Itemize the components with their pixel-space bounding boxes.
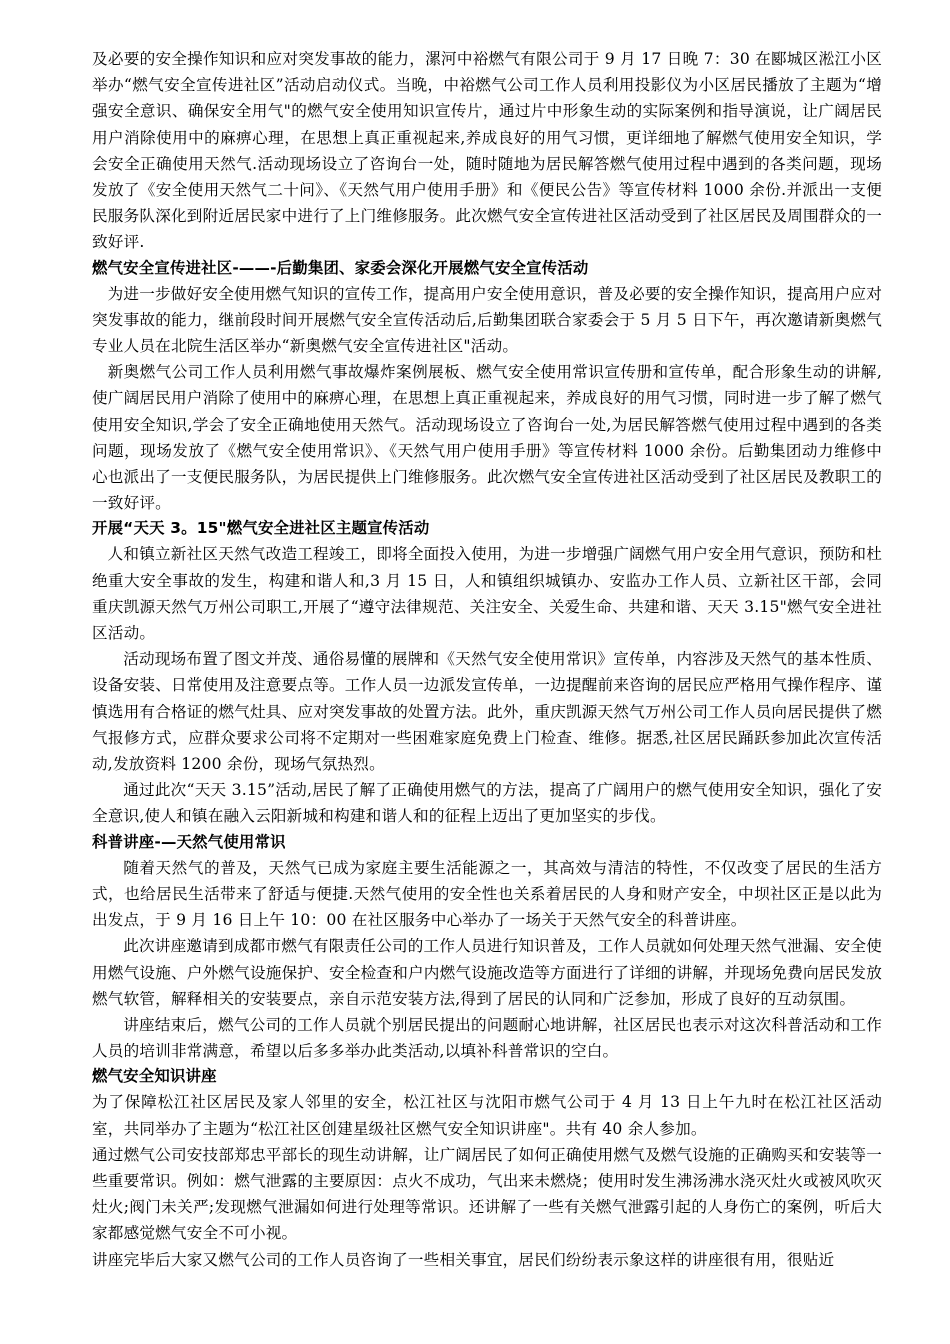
paragraph: 人和镇立新社区天然气改造工程竣工，即将全面投入使用，为进一步增强广阔燃气用户安全用气意识，预防和杜绝重大安全事故的发生，构建和谐人和,3 月 15 日，人和镇组织城镇办、安监办工作人员、立新社区干部，会同重庆凯源天然气万州公司职工,开展了“遵守法律规范、关注安全、关爱生命、共建和谐、天天 3.15"燃气安全进社区活动。 bbox=[92, 545, 882, 643]
paragraph: 通过此次“天天 3.15”活动,居民了解了正确使用燃气的方法，提高了广阔用户的燃气使用安全知识，强化了安全意识,使人和镇在融入云阳新城和构建和谐人和的征程上迈出了更加坚实的步伐。 bbox=[92, 781, 882, 826]
section-heading: 燃气安全知识讲座 bbox=[92, 1067, 217, 1086]
section-heading: 开展“天天 3。15"燃气安全进社区主题宣传活动 bbox=[92, 519, 430, 538]
paragraph: 讲座完毕后大家又燃气公司的工作人员咨询了一些相关事宜，居民们纷纷表示象这样的讲座很有用，很贴近 bbox=[92, 1250, 835, 1269]
paragraph: 随着天然气的普及，天然气已成为家庭主要生活能源之一，其高效与清洁的特性，不仅改变了居民的生活方式，也给居民生活带来了舒适与便捷.天然气使用的安全性也关系着居民的人身和财产安全，中坝社区正是以此为出发点，于 9 月 16 日上午 10：00 在社区服务中心举办了一场关于天然气安全的科普讲座。 bbox=[92, 858, 882, 930]
section-heading: 燃气安全宣传进社区-——-后勤集团、家委会深化开展燃气安全宣传活动 bbox=[92, 258, 589, 277]
paragraph: 为了保障松江社区居民及家人邻里的安全，松江社区与沈阳市燃气公司于 4 月 13 日上午九时在松江社区活动室，共同举办了主题为“松江社区创建星级社区燃气安全知识讲座"。共有 40 余人参加。 bbox=[92, 1093, 882, 1138]
paragraph: 新奥燃气公司工作人员利用燃气事故爆炸案例展板、燃气安全使用常识宣传册和宣传单，配合形象生动的讲解,使广阔居民用户消除了使用中的麻痹心理，在思想上真正重视起来，养成良好的用气习惯，同时进一步了解了燃气使用安全知识,学会了安全正确地使用天然气。活动现场设立了咨询台一处,为居民解答燃气使用过程中遇到的各类问题，现场发放了《燃气安全使用常识》、《天然气用户使用手册》等宣传材料 1000 余份。后勤集团动力维修中心也派出了一支便民服务队，为居民提供上门维修服务。此次燃气安全宣传进社区活动受到了社区居民及教职工的一致好评。 bbox=[92, 363, 882, 513]
paragraph: 讲座结束后，燃气公司的工作人员就个别居民提出的问题耐心地讲解，社区居民也表示对这次科普活动和工作人员的培训非常满意，希望以后多多举办此类活动,以填补科普常识的空白。 bbox=[92, 1015, 882, 1061]
section-heading: 科普讲座-—天然气使用常识 bbox=[92, 832, 286, 851]
paragraph: 及必要的安全操作知识和应对突发事故的能力，漯河中裕燃气有限公司于 9 月 17 日晚 7：30 在郾城区淞江小区举办“燃气安全宣传进社区”活动启动仪式。当晚，中裕燃气公司工作人员利用投影仪为小区居民播放了主题为“增强安全意识、确保安全用气"的燃气安全使用知识宣传片，通过片中形象生动的实际案例和指导演说，让广阔居民用户消除使用中的麻痹心理，在思想上真正重视起来,养成良好的用气习惯，更详细地了解燃气使用安全知识，学会安全正确使用天然气.活动现场设立了咨询台一处，随时随地为居民解答燃气使用过程中遇到的各类问题，现场发放了《安全使用天然气二十问》、《天然气用户使用手册》和《便民公告》等宣传材料 1000 余份.并派出一支便民服务队深化到附近居民家中进行了上门维修服务。此次燃气安全宣传进社区活动受到了社区居民及周围群众的一致好评. bbox=[92, 50, 882, 252]
paragraph: 此次讲座邀请到成都市燃气有限责任公司的工作人员进行知识普及，工作人员就如何处理天然气泄漏、安全使用燃气设施、户外燃气设施保护、安全检查和户内燃气设施改造等方面进行了详细的讲解，并现场免费向居民发放燃气软管，解释相关的安装要点，亲自示范安装方法,得到了居民的认同和广泛参加，形成了良好的互动氛围。 bbox=[92, 937, 882, 1008]
paragraph: 为进一步做好安全使用燃气知识的宣传工作，提高用户安全使用意识，普及必要的安全操作知识，提高用户应对突发事故的能力，继前段时间开展燃气安全宣传活动后,后勤集团联合家委会于 5 月 5 日下午，再次邀请新奥燃气专业人员在北院生活区举办“新奥燃气安全宣传进社区"活动。 bbox=[92, 284, 882, 356]
paragraph: 通过燃气公司安技部郑忠平部长的现生动讲解，让广阔居民了如何正确使用燃气及燃气设施的正确购买和安装等一些重要常识。例如：燃气泄露的主要原因：点火不成功，气出来未燃烧；使用时发生沸汤沸水浇灭灶火或被风吹灭灶火;阀门未关严;发现燃气泄漏如何进行处理等常识。还讲解了一些有关燃气泄露引起的人身伤亡的案例，听后大家都感觉燃气安全不可小视。 bbox=[92, 1145, 882, 1243]
paragraph: 活动现场布置了图文并茂、通俗易懂的展牌和《天然气安全使用常识》宣传单，内容涉及天然气的基本性质、设备安装、日常使用及注意要点等。工作人员一边派发宣传单，一边提醒前来咨询的居民应严格用气操作程序、谨慎选用有合格证的燃气灶具、应对突发事故的处置方法。此外，重庆凯源天然气万州公司工作人员向居民提供了燃气报修方式，应群众要求公司将不定期对一些困难家庭免费上门检查、维修。据悉,社区居民踊跃参加此次宣传活动,发放资料 1200 余份，现场气氛热烈。 bbox=[92, 650, 882, 774]
